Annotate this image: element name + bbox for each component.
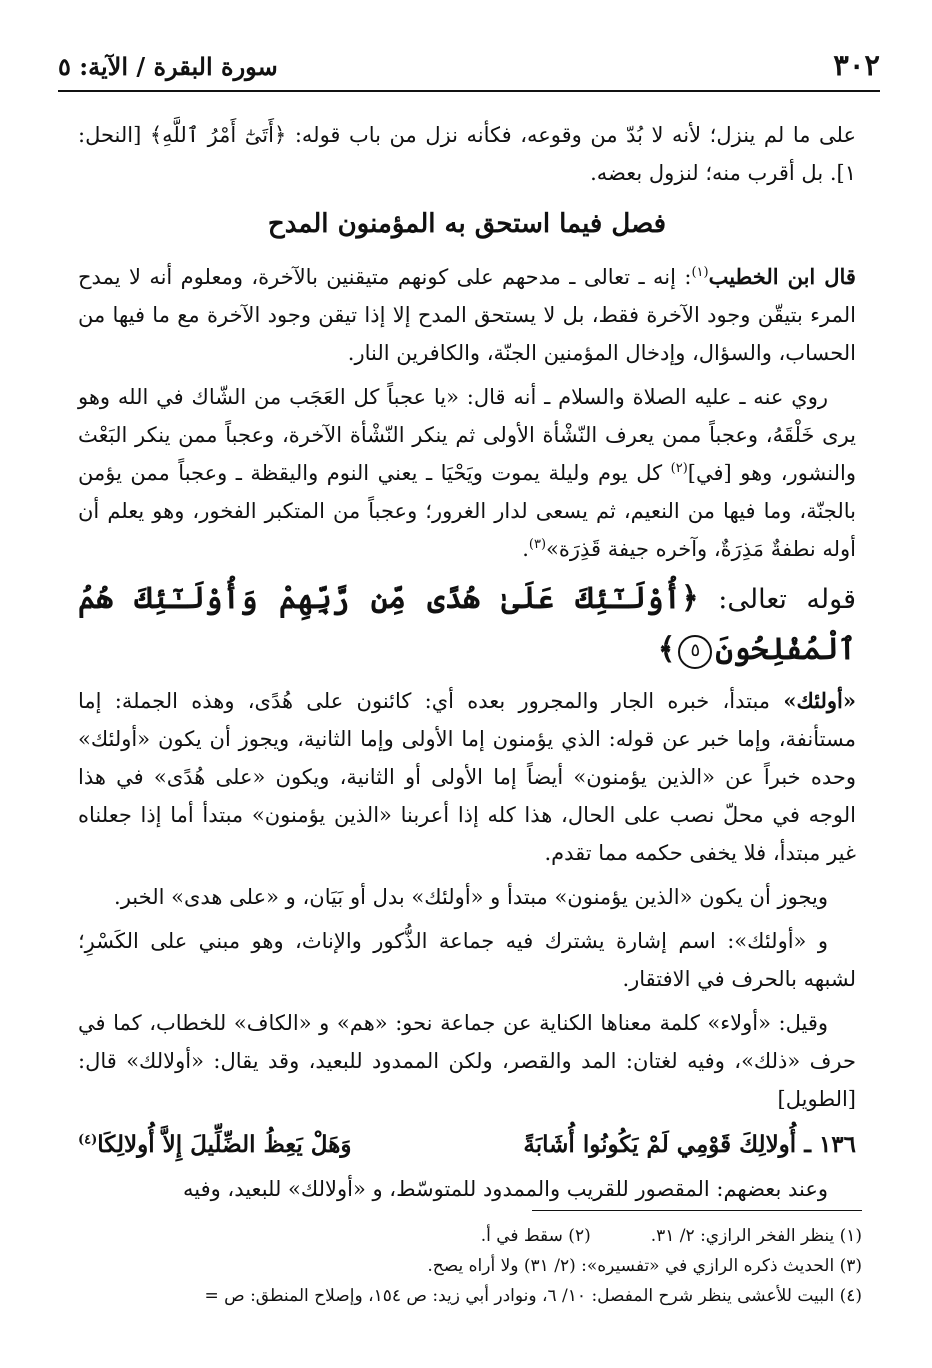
footnote-1: (١) ينظر الفخر الرازي: ٢/ ٣١. (650, 1226, 862, 1246)
footnote-row-1 (52, 1221, 862, 1251)
footnotes (52, 1210, 862, 1311)
poem-second-hemistich: وَهَلْ يَعِظُ الضِّلِّيلَ إِلاَّ أُولالِكَا (97, 1131, 352, 1158)
page-header (58, 44, 880, 96)
footnote-ref-1: (١) (691, 265, 709, 280)
verse-close: ﴾ (657, 632, 676, 667)
footnote-ref-3: (٣) (528, 537, 547, 552)
paragraph-4 (78, 682, 856, 872)
paragraph-7: وقيل: «أولاء» كلمة معناها الكناية عن جماعة نحو: «هم» و «الكاف» للخطاب، كما في حرف «ذلك»، وفيه لغتان: المد والقصر، ولكن الممدود للبعيد، وقد يقال: «أولالك» قال: [الطويل] (78, 1011, 856, 1111)
paragraph-3-text-b: كل يوم وليلة يموت ويَحْيَا ـ يعني النوم واليقظة ـ وعجباً ممن يؤمن بالجنّة، وما فيها من النعيم، ثم يسعى لدار الغرور؛ وعجباً من المتكبر الفخور، وهو يعلم أن أوله نطفةٌ مَذِرَةٌ، وآخره جيفة قَذِرَة» (78, 461, 856, 561)
verse-line (78, 574, 856, 676)
ayah-number-marker: ٥ (678, 635, 712, 669)
paragraph-4-text: مبتدأ، خبره الجار والمجرور بعده أي: كائنون على هُدًى، وهذه الجملة: إما مستأنفة، وإما خبر عن قوله: الذي يؤمنون إما الأولى وإما الثانية، ويجوز أن يكون «أولئك» وحده خبراً عن «الذين يؤمنون» أيضاً إما الأولى أو الثانية، ويكون «على هُدًى» في هذا الوجه في محلّ نصب على الحال، هذا كله إذا أعربنا «الذين يؤمنون» مبتدأ أما إذا جعلناه غير مبتدأ، فلا يخفى حكمه مما تقدم. (78, 689, 856, 865)
footnote-ref-2: (٢) (670, 461, 688, 476)
verse-text: ﴿أُوْلَـٰٓئِكَ عَلَىٰ هُدًى مِّن رَّبِّهِمْ وَأُوْلَـٰٓئِكَ هُمُ ٱلْمُفْلِحُونَ (78, 581, 856, 667)
paragraph-1: على ما لم ينزل؛ لأنه لا بُدّ من وقوعه، فكأنه نزل من باب قوله: ﴿أَتَىٰٓ أَمْرُ ٱللَّهِ﴾ [النحل: ١]. بل أقرب منه؛ لنزول بعضه. (78, 123, 856, 185)
paragraph-6: و «أولئك»: اسم إشارة يشترك فيه جماعة الذُّكور والإناث، وهو مبني على الكَسْرِ؛ لشبهه بالحرف في الافتقار. (78, 929, 856, 991)
poem-first-hemistich: ١٣٦ ـ أُولالِكَ قَوْمِي لَمْ يَكُونُوا أُشَابَةً (523, 1131, 856, 1158)
paragraph-4-lead: «أولئك» (783, 688, 856, 713)
verse-intro: قوله تعالى: (698, 584, 856, 615)
paragraph-8: وعند بعضهم: المقصور للقريب والممدود للمتوسّط، و «أولالك» للبعيد، وفيه (182, 1177, 828, 1201)
paragraph-5: ويجوز أن يكون «الذين يؤمنون» مبتدأ و «أولئك» بدل أو بَيَان، و «على هدى» الخبر. (114, 885, 828, 909)
body-text (78, 116, 856, 1214)
paragraph-3-end: . (522, 537, 529, 561)
paragraph-2 (78, 258, 856, 372)
paragraph-3-text-a: روي عنه ـ عليه الصلاة والسلام ـ أنه قال: «يا عجباً كل العَجَب من الشّاك في الله وهو يرى خَلْقَهُ، وعجباً ممن يعرف النّشْأة الأولى ثم ينكر النّشْأة الآخرة، وعجباً ممن ينكر البَعْث والنشور، وهو [في] (78, 385, 856, 485)
author-name: قال ابن الخطيب (708, 264, 856, 289)
poem-second-hemistich-wrap (78, 1124, 351, 1166)
footnote-ref-4: (٤) (78, 1132, 98, 1148)
page-number: ٣٠٢ (833, 48, 880, 82)
header-rule (58, 90, 880, 92)
poem-verse (78, 1124, 856, 1166)
surah-label: سورة البقرة / الآية: ٥ (58, 52, 278, 81)
footnote-rule (532, 1210, 862, 1211)
footnote-3: (٣) الحديث ذكره الرازي في «تفسيره»: (٢/ ٣١) ولا أراه يصح. (427, 1256, 862, 1276)
footnote-2: (٢) سقط في أ. (480, 1226, 591, 1246)
footnote-4: (٤) البيت للأعشى ينظر شرح المفصل: ١٠/ ٦، ونوادر أبي زيد: ص ١٥٤، وإصلاح المنطق: ص = (204, 1286, 862, 1306)
section-title: فصل فيما استحق به المؤمنون المدح (267, 209, 667, 239)
paragraph-3 (78, 378, 856, 568)
paragraph-2-text: : إنه ـ تعالى ـ مدحهم على كونهم متيقنين بالآخرة، ومعلوم أنه لا يمدح المرء بتيقّن وجود الآخرة فقط، بل لا يستحق المدح إلا إذا تيقن وجود الآخرة مع ما فيها من الحساب، والسؤال، وإدخال المؤمنين الجنّة، والكافرين النار. (78, 265, 856, 365)
